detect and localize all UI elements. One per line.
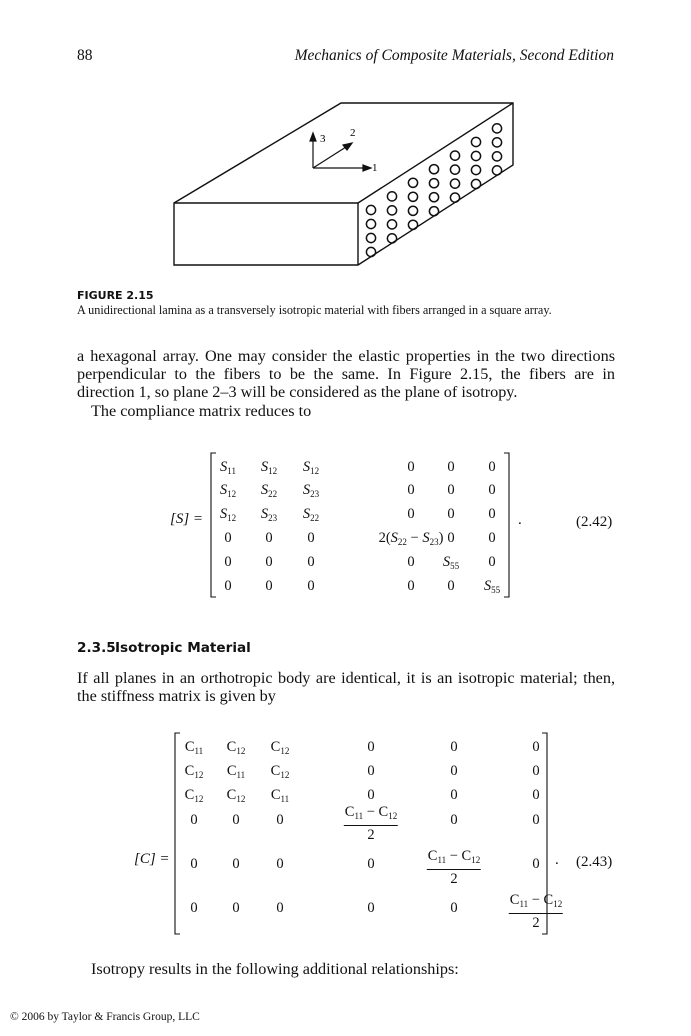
lamina-figure — [160, 95, 530, 275]
matrix-cell: 0 — [224, 578, 232, 594]
matrix-cell: 0 — [450, 812, 458, 828]
fiber-circle — [429, 193, 438, 202]
matrix-cell: 0 — [447, 482, 455, 498]
matrix-cell: $C_{12}$ — [270, 739, 290, 756]
fiber-circle — [450, 151, 459, 160]
matrix-cell: $C_{12}$ — [184, 787, 204, 804]
lamina-outline — [174, 103, 513, 265]
matrix-cell: 0 — [450, 900, 458, 916]
fiber-circle — [492, 138, 501, 147]
matrix-cell: 0 — [190, 900, 198, 916]
matrix-cell: $C_{12}$ — [184, 763, 204, 780]
matrix-cell: 0 — [407, 459, 415, 475]
lamina-front-edges — [174, 203, 358, 265]
matrix-cell: $S_{12}$ — [302, 459, 320, 476]
fiber-circle — [387, 220, 396, 229]
matrix-cell: $S_{55}$ — [483, 578, 501, 595]
matrix-cell: 0 — [488, 459, 496, 475]
fiber-circle — [429, 165, 438, 174]
matrix-cell: 0 — [407, 482, 415, 498]
fiber-circle — [366, 205, 375, 214]
matrix-cell-fraction: $\frac{C_{11} - C_{12}}{2}$ — [509, 892, 563, 931]
section-number: 2.3.5 — [77, 640, 116, 656]
page-number: 88 — [77, 47, 93, 64]
fiber-circle — [492, 124, 501, 133]
fiber-circle — [450, 165, 459, 174]
matrix-cell: 0 — [276, 900, 284, 916]
matrix-cell: 0 — [307, 530, 315, 546]
eq-242-number: (2.42) — [576, 514, 613, 530]
matrix-cell: $C_{12}$ — [270, 763, 290, 780]
fiber-circle — [387, 206, 396, 215]
fiber-circle — [471, 179, 480, 188]
matrix-cell: 0 — [265, 578, 273, 594]
matrix-cell: 0 — [190, 856, 198, 872]
matrix-cell: $C_{11}$ — [184, 739, 204, 756]
matrix-cell: 0 — [276, 812, 284, 828]
paragraph-4: Isotropy results in the following additional relationships: — [91, 960, 459, 978]
fiber-circle — [366, 219, 375, 228]
matrix-cell: 0 — [532, 812, 540, 828]
copyright-footer: © 2006 by Taylor & Francis Group, LLC — [10, 1011, 200, 1023]
eq-243-lhs: [C] = — [134, 851, 170, 867]
matrix-cell: 0 — [276, 856, 284, 872]
axis-label-1: 1 — [372, 162, 378, 174]
fiber-circles — [366, 124, 501, 257]
matrix-cell: 0 — [232, 812, 240, 828]
matrix-cell: $C_{12}$ — [226, 787, 246, 804]
matrix-cell: 0 — [532, 739, 540, 755]
axis-label-3: 3 — [320, 133, 326, 145]
fiber-circle — [471, 137, 480, 146]
matrix-cell: $S_{12}$ — [260, 459, 278, 476]
matrix-cell-fraction: $\frac{C_{11} - C_{12}}{2}$ — [344, 804, 398, 843]
fiber-circle — [450, 179, 459, 188]
matrix-cell: 0 — [450, 763, 458, 779]
matrix-cell: 0 — [407, 578, 415, 594]
matrix-cell: 0 — [488, 506, 496, 522]
matrix-cell: 0 — [488, 482, 496, 498]
eq-242-terminator: . — [518, 512, 522, 528]
fiber-circle — [450, 193, 459, 202]
matrix-cell: 0 — [265, 554, 273, 570]
fiber-circle — [492, 166, 501, 175]
matrix-cell: 0 — [447, 459, 455, 475]
matrix-cell: $S_{23}$ — [260, 506, 278, 523]
paragraph-3: If all planes in an orthotropic body are identical, it is an isotropic material; then, the stiffness matrix is given by — [77, 669, 615, 705]
matrix-cell: 0 — [307, 578, 315, 594]
matrix-cell: $S_{22}$ — [260, 482, 278, 499]
matrix-cell: 0 — [450, 787, 458, 803]
fiber-circle — [429, 179, 438, 188]
fiber-circle — [408, 192, 417, 201]
matrix-cell: 0 — [532, 856, 540, 872]
matrix-cell: $S_{11}$ — [220, 459, 236, 476]
matrix-cell: $C_{12}$ — [226, 739, 246, 756]
matrix-cell: $C_{11}$ — [270, 787, 290, 804]
matrix-cell: $S_{12}$ — [219, 482, 237, 499]
fiber-circle — [492, 152, 501, 161]
matrix-cell-fraction: $\frac{C_{11} - C_{12}}{2}$ — [427, 848, 481, 887]
paragraph-2: The compliance matrix reduces to — [91, 402, 312, 420]
matrix-cell: 0 — [488, 530, 496, 546]
matrix-cell: 0 — [265, 530, 273, 546]
matrix-cell: 0 — [367, 856, 375, 872]
matrix-cell: $S_{12}$ — [219, 506, 237, 523]
matrix-cell: 0 — [367, 763, 375, 779]
matrix-cell: 0 — [232, 900, 240, 916]
figure-title: FIGURE 2.15 — [77, 289, 154, 302]
matrix-cell: 0 — [447, 506, 455, 522]
fiber-circle — [366, 247, 375, 256]
matrix-cell: $S_{22}$ — [302, 506, 320, 523]
matrix-cell: 0 — [407, 506, 415, 522]
matrix-cell: 0 — [450, 739, 458, 755]
matrix-cell: $2(S_{22} - S_{23})$ — [378, 530, 444, 547]
matrix-cell: 0 — [307, 554, 315, 570]
fiber-circle — [387, 192, 396, 201]
matrix-cell: 0 — [367, 900, 375, 916]
matrix-cell: 0 — [407, 554, 415, 570]
matrix-cell: $S_{55}$ — [442, 554, 460, 571]
eq-242-brackets — [206, 450, 516, 600]
fiber-circle — [471, 151, 480, 160]
matrix-cell: 0 — [447, 578, 455, 594]
matrix-cell: 0 — [367, 739, 375, 755]
matrix-cell: 0 — [224, 554, 232, 570]
eq-243-terminator: . — [555, 852, 559, 868]
fiber-circle — [387, 234, 396, 243]
matrix-cell: 0 — [190, 812, 198, 828]
fiber-circle — [366, 233, 375, 242]
matrix-cell: 0 — [447, 530, 455, 546]
eq-242-lhs: [S] = — [170, 511, 204, 527]
fiber-circle — [408, 220, 417, 229]
matrix-cell: 0 — [367, 787, 375, 803]
section-heading — [77, 640, 251, 656]
fiber-circle — [408, 206, 417, 215]
axis-label-2: 2 — [350, 127, 356, 139]
matrix-cell: $C_{11}$ — [226, 763, 246, 780]
matrix-cell: 0 — [532, 787, 540, 803]
matrix-cell: 0 — [488, 554, 496, 570]
matrix-cell: 0 — [224, 530, 232, 546]
matrix-cell: 0 — [232, 856, 240, 872]
matrix-cell: $S_{23}$ — [302, 482, 320, 499]
figure-caption: A unidirectional lamina as a transversely isotropic material with fibers arranged in a square array. — [77, 303, 552, 317]
running-title: Mechanics of Composite Materials, Second Edition — [294, 47, 614, 64]
eq-243-number: (2.43) — [576, 854, 613, 870]
fiber-circle — [408, 178, 417, 187]
section-title: Isotropic Material — [115, 640, 251, 656]
paragraph-1: a hexagonal array. One may consider the elastic properties in the two directions perpendicular to the fibers to be the same. In Figure 2.15, the fibers are in direction 1, so plane 2–3 will be considered as the plane of isotropy. — [77, 347, 615, 401]
matrix-cell: 0 — [532, 763, 540, 779]
fiber-circle — [471, 165, 480, 174]
fiber-circle — [429, 207, 438, 216]
